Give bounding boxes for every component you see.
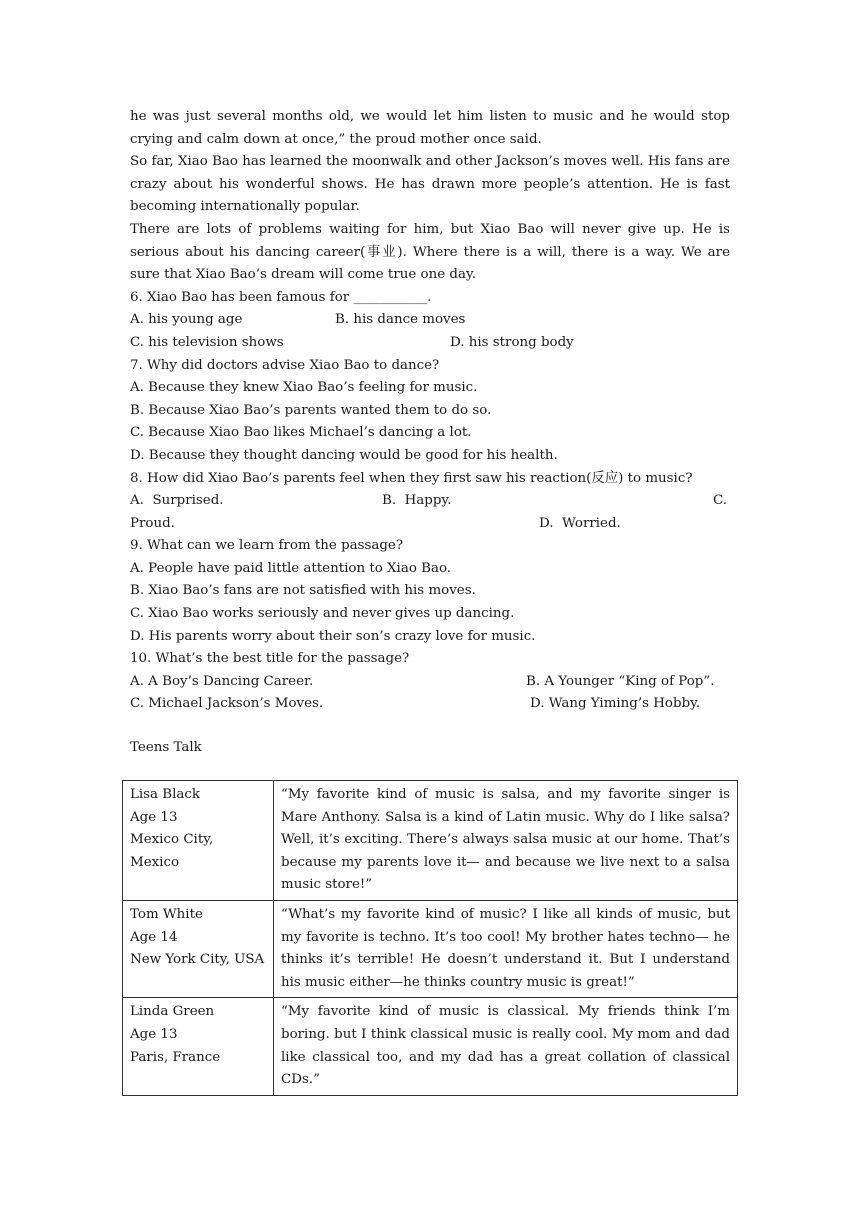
question-6-stem: 6. Xiao Bao has been famous for ___________. xyxy=(130,289,432,305)
person-quote: “My favorite kind of music is salsa, and my favorite singer is Mare Anthony. Salsa is a kind of Latin music. Why do I like salsa? Well, it’s exciting. There’s always salsa music at our home. That’s because my parents love it— and because we live next to a salsa music store!” xyxy=(274,781,738,901)
question-7-option-c: C. Because Xiao Bao likes Michael’s dancing a lot. xyxy=(130,425,472,441)
question-6-options-row-2 xyxy=(130,332,730,355)
person-place-line xyxy=(130,829,266,852)
section-title: Teens Talk xyxy=(130,740,202,756)
question-9-option-d: D. His parents worry about their son’s crazy love for music. xyxy=(130,628,536,644)
question-6-option-a: A. his young age xyxy=(130,312,243,328)
question-9-option-c: C. Xiao Bao works seriously and never gives up dancing. xyxy=(130,606,515,622)
question-8-option-a: A. Surprised. xyxy=(130,493,224,509)
teens-talk-table xyxy=(122,780,738,1096)
person-place-part: Mexico xyxy=(130,832,180,848)
person-age: Age 13 xyxy=(130,809,178,825)
passage-paragraph: So far, Xiao Bao has learned the moonwalk and other Jackson’s moves well. His fans are crazy about his wonderful shows. He has drawn more people’s attention. He is fast becoming internationally popular. xyxy=(130,154,730,215)
reading-content xyxy=(130,106,730,760)
question-10-stem: 10. What’s the best title for the passage? xyxy=(130,651,410,667)
question-8-option-c-text: Proud. xyxy=(130,515,175,531)
question-10-options-row-2 xyxy=(130,693,730,716)
question-9-option-b: B. Xiao Bao’s fans are not satisfied with his moves. xyxy=(130,583,476,599)
question-10-option-d: D. Wang Yiming’s Hobby. xyxy=(530,696,701,712)
person-name: Lisa Black xyxy=(130,787,201,802)
question-10-option-a: A. A Boy’s Dancing Career. xyxy=(130,673,314,689)
question-7-option-a: A. Because they knew Xiao Bao’s feeling for music. xyxy=(130,380,478,396)
person-info-cell xyxy=(123,998,274,1095)
passage-paragraph: There are lots of problems waiting for him, but Xiao Bao will never give up. He is serious about his dancing career(事业). Where there is a will, there is a way. We are sure that Xiao Bao’s dream will come true one day. xyxy=(130,221,730,283)
question-8-options-row-1 xyxy=(130,490,730,513)
question-8-option-b: B. Happy. xyxy=(382,493,452,509)
person-quote: “What’s my favorite kind of music? I like all kinds of music, but my favorite is techno. It’s too cool! My brother hates techno— he thinks it’s terrible! He doesn’t understand it. But I understand his music either—he thinks country music is great!” xyxy=(274,900,738,997)
question-6-options-row-1 xyxy=(130,309,730,332)
person-place: New York City, USA xyxy=(130,952,265,968)
person-info-cell xyxy=(123,900,274,997)
question-8-option-c-letter: C. xyxy=(713,493,728,509)
person-age: Age 13 xyxy=(130,1026,178,1042)
question-7-option-b: B. Because Xiao Bao’s parents wanted them to do so. xyxy=(130,402,492,418)
question-10-option-c: C. Michael Jackson’s Moves. xyxy=(130,696,324,712)
question-10-options-row-1 xyxy=(130,671,730,694)
person-place-part: City, xyxy=(183,832,214,848)
person-name: Linda Green xyxy=(130,1004,215,1020)
question-6-option-b: B. his dance moves xyxy=(335,312,466,328)
person-info-cell xyxy=(123,781,274,901)
passage-paragraph: he was just several months old, we would let him listen to music and he would stop crying and calm down at once,” the proud mother once said. xyxy=(130,109,730,147)
question-8-stem: 8. How did Xiao Bao’s parents feel when they first saw his reaction(反应) to music? xyxy=(130,470,693,486)
person-quote: “My favorite kind of music is classical. My friends think I’m boring. but I think classical music is really cool. My mom and dad like classical too, and my dad has a great collation of classical CDs.” xyxy=(274,998,738,1095)
table-row xyxy=(123,998,738,1095)
table-row xyxy=(123,781,738,901)
table-row xyxy=(123,900,738,997)
question-8-options-row-2 xyxy=(130,513,730,536)
question-7-stem: 7. Why did doctors advise Xiao Bao to dance? xyxy=(130,357,440,373)
question-6-option-c: C. his television shows xyxy=(130,334,284,350)
person-place-part: Mexico xyxy=(130,854,180,870)
question-8-option-d: D. Worried. xyxy=(539,515,621,531)
question-9-stem: 9. What can we learn from the passage? xyxy=(130,538,404,554)
person-age: Age 14 xyxy=(130,929,178,945)
question-6-option-d: D. his strong body xyxy=(450,334,574,350)
question-10-option-b: B. A Younger “King of Pop”. xyxy=(526,673,715,689)
question-9-option-a: A. People have paid little attention to Xiao Bao. xyxy=(130,560,452,576)
person-place: Paris, France xyxy=(130,1049,221,1065)
person-name: Tom White xyxy=(130,906,203,922)
question-7-option-d: D. Because they thought dancing would be good for his health. xyxy=(130,447,558,463)
